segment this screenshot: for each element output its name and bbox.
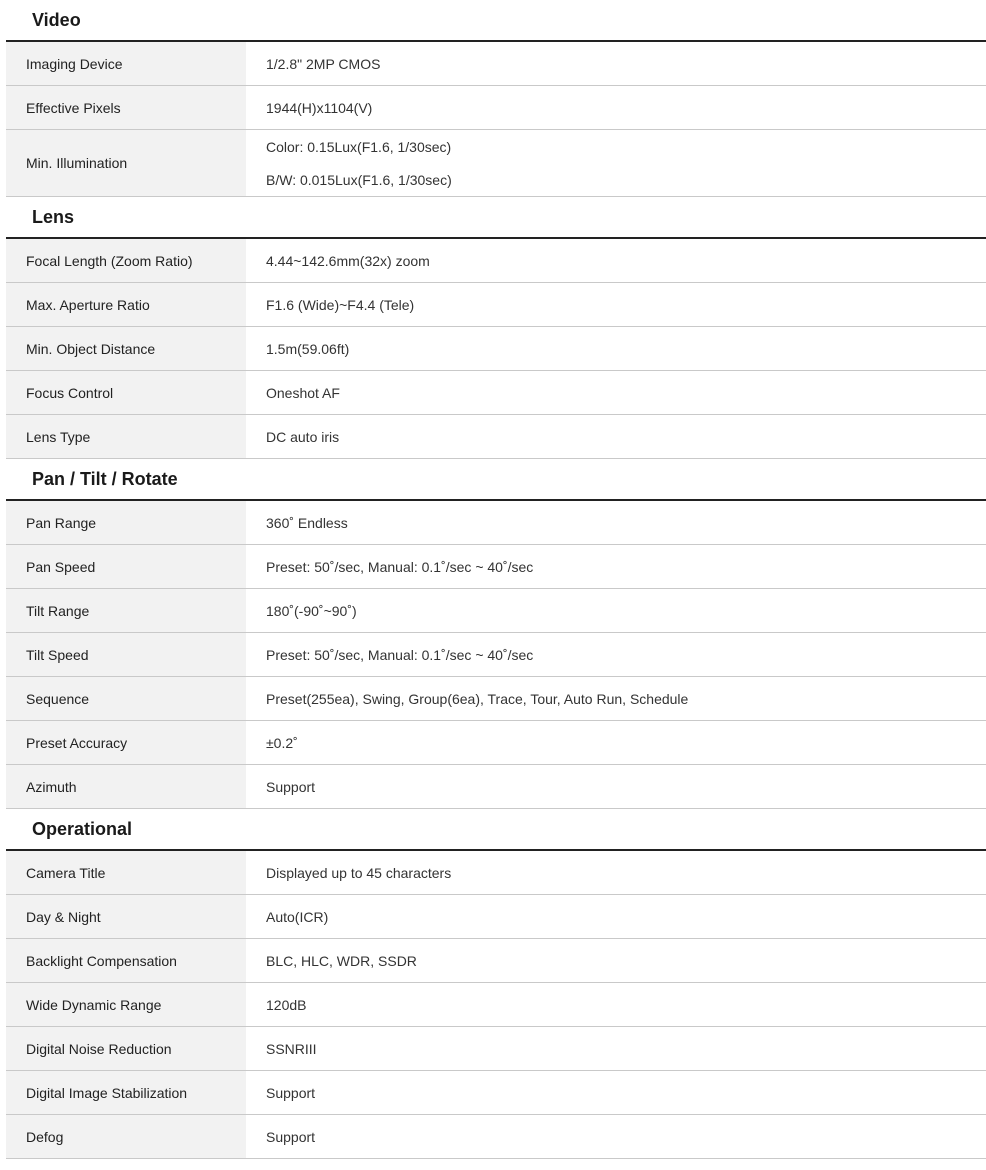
spec-value (246, 851, 986, 894)
spec-value-line: Preset: 50˚/sec, Manual: 0.1˚/sec ~ 40˚/sec (266, 646, 534, 663)
spec-row-azimuth (6, 765, 986, 809)
spec-value (246, 721, 986, 764)
spec-value (246, 42, 986, 85)
spec-label: Max. Aperture Ratio (6, 283, 246, 326)
spec-value-line: DC auto iris (266, 428, 340, 445)
spec-value-line: SSNRIII (266, 1040, 317, 1057)
spec-row-lens-type (6, 415, 986, 459)
spec-value (246, 677, 986, 720)
spec-row-focal-length-zoom-ratio (6, 239, 986, 283)
spec-value-line: Displayed up to 45 characters (266, 864, 452, 881)
spec-row-wide-dynamic-range (6, 983, 986, 1027)
spec-value-line: Preset: 50˚/sec, Manual: 0.1˚/sec ~ 40˚/sec (266, 558, 534, 575)
spec-value-line: ±0.2˚ (266, 734, 298, 751)
spec-label: Min. Illumination (6, 130, 246, 196)
spec-row-sequence (6, 677, 986, 721)
spec-value (246, 545, 986, 588)
spec-value (246, 1071, 986, 1114)
spec-table-video (6, 42, 986, 197)
spec-label: Defog (6, 1115, 246, 1158)
spec-label: Pan Speed (6, 545, 246, 588)
spec-label: Backlight Compensation (6, 939, 246, 982)
spec-value-line: Support (266, 1128, 316, 1145)
spec-row-camera-title (6, 851, 986, 895)
section-title-lens: Lens (6, 197, 986, 239)
spec-value (246, 501, 986, 544)
spec-row-min-illumination (6, 130, 986, 197)
spec-label: Azimuth (6, 765, 246, 808)
spec-label: Pan Range (6, 501, 246, 544)
spec-value-line: Auto(ICR) (266, 908, 329, 925)
spec-label: Focal Length (Zoom Ratio) (6, 239, 246, 282)
spec-value (246, 327, 986, 370)
spec-row-digital-noise-reduction (6, 1027, 986, 1071)
spec-value-line: 1.5m(59.06ft) (266, 340, 350, 357)
spec-value (246, 1027, 986, 1070)
spec-value (246, 239, 986, 282)
spec-row-imaging-device (6, 42, 986, 86)
spec-value-line: 120dB (266, 996, 307, 1013)
spec-value-line: 1/2.8" 2MP CMOS (266, 55, 381, 72)
spec-label: Wide Dynamic Range (6, 983, 246, 1026)
spec-value-line: Color: 0.15Lux(F1.6, 1/30sec) (266, 139, 452, 155)
spec-label: Effective Pixels (6, 86, 246, 129)
spec-label: Tilt Speed (6, 633, 246, 676)
spec-value-line: Oneshot AF (266, 384, 340, 401)
spec-value (246, 130, 986, 196)
spec-label: Day & Night (6, 895, 246, 938)
spec-row-defog (6, 1115, 986, 1159)
spec-label: Focus Control (6, 371, 246, 414)
spec-label: Digital Image Stabilization (6, 1071, 246, 1114)
spec-row-pan-speed (6, 545, 986, 589)
spec-value (246, 283, 986, 326)
spec-value (246, 765, 986, 808)
spec-label: Lens Type (6, 415, 246, 458)
spec-row-min-object-distance (6, 327, 986, 371)
spec-label: Min. Object Distance (6, 327, 246, 370)
spec-value (246, 895, 986, 938)
spec-row-tilt-range (6, 589, 986, 633)
spec-label: Tilt Range (6, 589, 246, 632)
spec-value-line: BLC, HLC, WDR, SSDR (266, 952, 417, 969)
spec-value (246, 86, 986, 129)
spec-value (246, 1115, 986, 1158)
section-title-pan-tilt-rotate: Pan / Tilt / Rotate (6, 459, 986, 501)
spec-value (246, 983, 986, 1026)
spec-label: Sequence (6, 677, 246, 720)
spec-value-line: Support (266, 778, 316, 795)
spec-row-tilt-speed (6, 633, 986, 677)
spec-value-line: B/W: 0.015Lux(F1.6, 1/30sec) (266, 172, 452, 188)
spec-value-line: Preset(255ea), Swing, Group(6ea), Trace, Tour, Auto Run, Schedule (266, 690, 689, 707)
section-title-video: Video (6, 0, 986, 42)
spec-value-line: F1.6 (Wide)~F4.4 (Tele) (266, 296, 415, 313)
spec-value-line: Support (266, 1084, 316, 1101)
spec-label: Imaging Device (6, 42, 246, 85)
spec-value-line: 180˚(-90˚~90˚) (266, 602, 357, 619)
spec-label: Camera Title (6, 851, 246, 894)
spec-value (246, 633, 986, 676)
spec-row-focus-control (6, 371, 986, 415)
section-title-operational: Operational (6, 809, 986, 851)
spec-value (246, 589, 986, 632)
spec-value-line: 1944(H)x1104(V) (266, 99, 373, 116)
spec-table-operational (6, 851, 986, 1159)
spec-value (246, 939, 986, 982)
spec-row-effective-pixels (6, 86, 986, 130)
spec-row-max-aperture-ratio (6, 283, 986, 327)
spec-table-lens (6, 239, 986, 459)
spec-row-digital-image-stabilization (6, 1071, 986, 1115)
spec-label: Digital Noise Reduction (6, 1027, 246, 1070)
spec-value-line: 360˚ Endless (266, 514, 348, 531)
spec-row-preset-accuracy (6, 721, 986, 765)
spec-row-day-night (6, 895, 986, 939)
spec-row-pan-range (6, 501, 986, 545)
spec-label: Preset Accuracy (6, 721, 246, 764)
spec-value (246, 415, 986, 458)
spec-row-backlight-compensation (6, 939, 986, 983)
spec-table-pan-tilt-rotate (6, 501, 986, 809)
spec-value-line: 4.44~142.6mm(32x) zoom (266, 252, 430, 269)
spec-value (246, 371, 986, 414)
